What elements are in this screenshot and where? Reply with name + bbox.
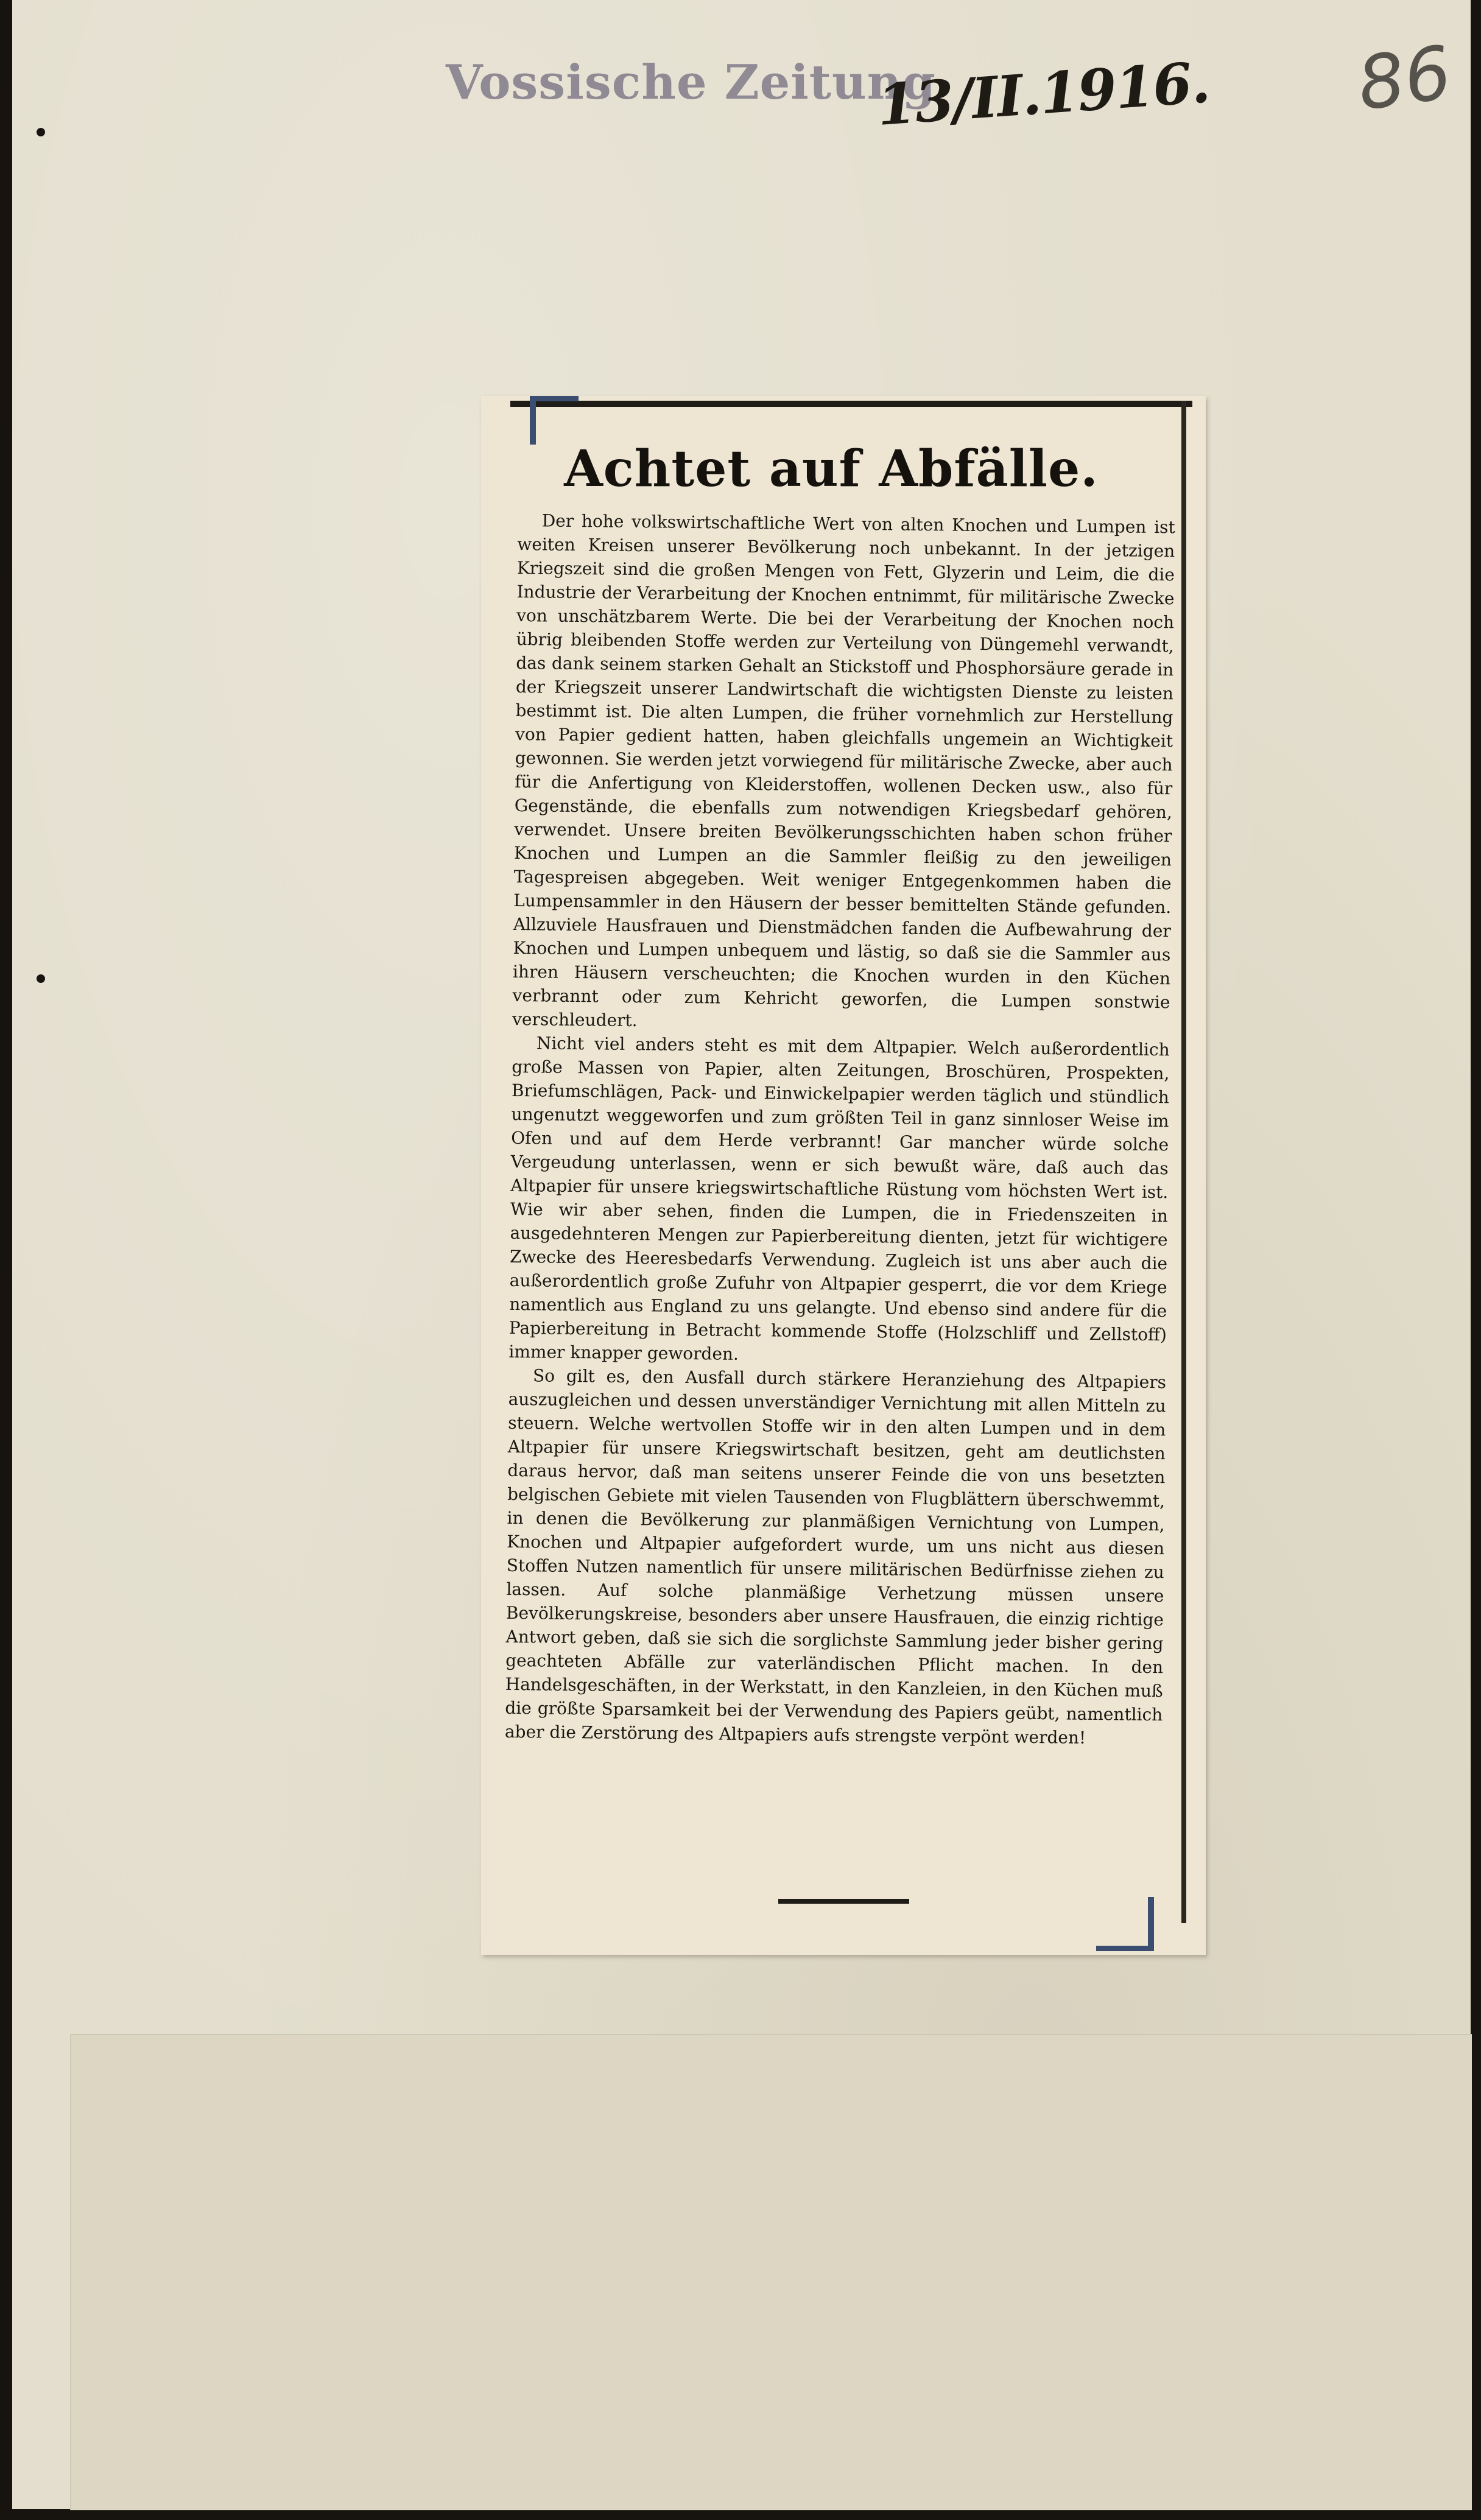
handwritten-date: 13/II.1916.	[874, 49, 1211, 138]
corner-mark-top-left	[530, 396, 536, 445]
corner-mark-bottom-right	[1148, 1897, 1154, 1951]
article-paragraph: Nicht viel anders steht es mit dem Altpapier. Welch außerordentlich große Massen von Papier, alten Zeitungen, Broschüren, Prospekten, Briefumschlägen, Pack- und Einwickelpapier werden täglich und stündlich ungenutzt weggeworfen und zum größten Teil in ganz sinnloser Weise im Ofen und auf dem Herde verbrannt! Gar mancher würde solche Vergeudung unterlassen, wenn er sich bewußt wäre, daß auch das Altpapier für unsere kriegswirtschaftliche Rüstung vom höchsten Wert ist. Wie wir aber sehen, finden die Lumpen, die in Friedenszeiten in ausgedehnteren Mengen zur Papierbereitung dienten, jetzt für wichtigere Zwecke des Heeresbedarfs Verwendung. Zugleich ist uns aber auch die außerordentlich große Zufuhr von Altpapier gesperrt, die vor dem Kriege namentlich aus England zu uns gelangte. Und ebenso sind andere für die Papierbereitung in Betracht kommende Stoffe (Holzschliff und Zellstoff) immer knapper geworden.	[508, 1033, 1170, 1364]
binding-hole	[37, 974, 45, 983]
article-paragraph: Der hohe volkswirtschaftliche Wert von alten Knochen und Lumpen ist weiten Kreisen unserer Bevölkerung noch unbekannt. In der jetzigen Kriegszeit sind die großen Mengen von Fett, Glyzerin und Leim, die die Industrie der Verarbeitung der Knochen entnimmt, für militärische Zwecke von unschätzbarem Werte. Die bei der Verarbeitung der Knochen noch übrig bleibenden Stoffe werden zur Verteilung von Düngemehl verwandt, das dank seinem starken Gehalt an Stickstoff und Phosphorsäure gerade in der Kriegszeit unserer Landwirtschaft die wichtigsten Dienste zu leisten bestimmt ist. Die alten Lumpen, die früher vornehmlich zur Herstellung von Papier gedient hatten, haben gleichfalls ungemein an Wichtigkeit gewonnen. Sie werden jetzt vorwiegend für militärische Zwecke, aber auch für die Anfertigung von Kleiderstoffen, wollenen Decken usw., also für Gegenstände, die ebenfalls zum notwendigen Kriegsbedarf gehören, verwendet. Unsere breiten Bevölkerungsschichten haben schon früher Knochen und Lumpen an die Sammler fleißig zu den jeweiligen Tagespreisen abgegeben. Weit weniger Entgegenkommen haben die Lumpensammler in den Häusern der besser bemittelten Stände gefunden. Allzuviele Hausfrauen und Dienstmädchen fanden die Aufbewahrung der Knochen und Lumpen unbequem und lästig, so daß sie die Sammler aus ihren Häusern verscheuchten; die Knochen wurden in den Küchen verbrannt oder zum Kehricht geworfen, die Lumpen sonstwie verschleudert.	[512, 510, 1175, 1031]
article-headline: Achtet auf Abfälle.	[564, 440, 1099, 498]
article-paragraph: So gilt es, den Ausfall durch stärkere Heranziehung des Altpapiers auszugleichen und dessen unverständiger Vernichtung mit allen Mitteln zu steuern. Welche wertvollen Stoffe wir in den alten Lumpen und in dem Altpapier für unsere Kriegswirtschaft besitzen, geht am deutlichsten daraus hervor, daß man seitens unserer Feinde die von uns besetzten belgischen Gebiete mit vielen Tausenden von Flugblättern überschwemmt, in denen die Bevölkerung zur planmäßigen Vernichtung von Lumpen, Knochen und Altpapier aufgefordert wurde, um uns nicht aus diesen Stoffen Nutzen namentlich für unsere militärischen Bedürfnisse ziehen zu lassen. Auf solche planmäßige Verhetzung müssen unsere Bevölkerungskreise, besonders aber unsere Hausfrauen, die einzig richtige Antwort geben, daß sie sich die sorglichste Sammlung jeder bisher gering geachteten Abfälle zur vaterländischen Pflicht machen. In den Handelsgeschäften, in der Werkstatt, in den Kanzleien, in den Küchen muß die größte Sparsamkeit bei der Verwendung des Papiers geübt, namentlich aber die Zerstörung des Altpapiers aufs strengste verpönt werden!	[504, 1365, 1167, 1748]
archive-page-number: 86	[1353, 30, 1457, 127]
corner-mark-bottom-right	[1096, 1946, 1154, 1951]
backing-sheet	[70, 2034, 1472, 2510]
right-rule	[1181, 401, 1186, 1923]
article-body	[505, 509, 1175, 1750]
top-rule	[510, 401, 1192, 407]
binding-hole	[37, 128, 45, 136]
archive-sheet	[12, 0, 1471, 2509]
newspaper-stamp: Vossische Zeitung	[446, 55, 936, 110]
end-rule	[778, 1899, 909, 1904]
corner-mark-top-left	[530, 396, 579, 401]
newspaper-clipping	[481, 396, 1206, 1955]
